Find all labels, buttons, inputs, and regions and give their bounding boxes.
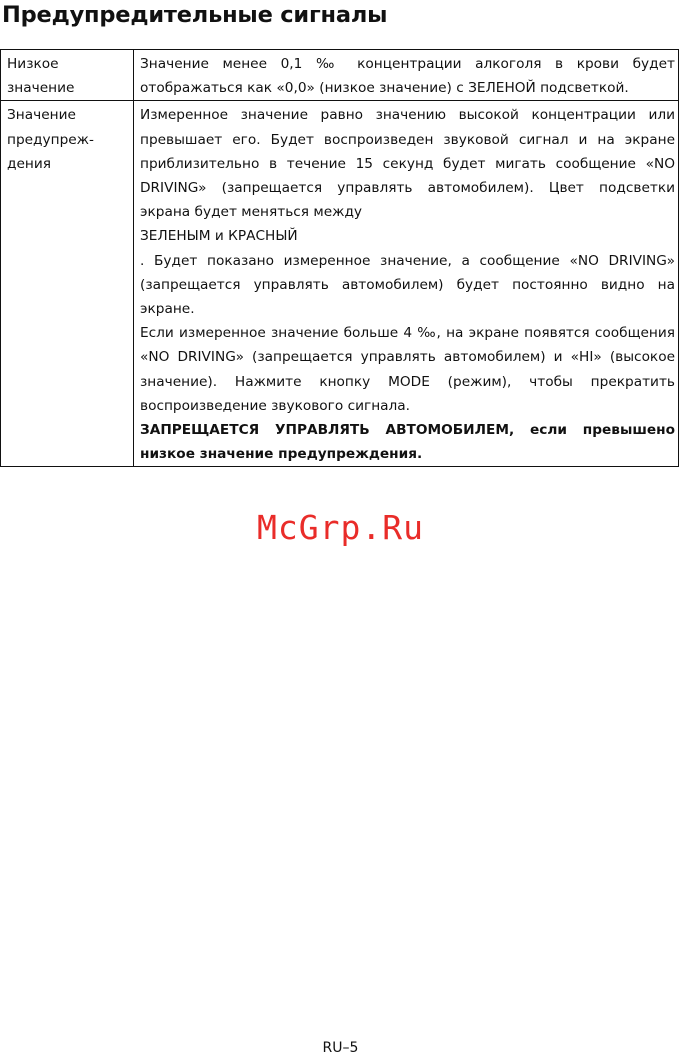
- description-paragraph: Если измеренное значение больше 4 ‰, на экране появятся сообщения «NO DRIVING» (запрещается управлять автомобилем) и «HI» (высокое значение). Нажмите кнопку MODE (режим), чтобы прекратить воспроизведение звукового сигнала.: [140, 325, 675, 414]
- row-label: Низкое значение: [7, 56, 75, 97]
- watermark: McGrp.Ru: [257, 508, 424, 547]
- description-paragraph: Значение менее 0,1 ‰ концентрации алкоголя в крови будет отображаться как «0,0» (низкое значение) с ЗЕЛЕНОЙ подсветкой.: [140, 56, 675, 97]
- row-description: [140, 103, 675, 466]
- table-row: [1, 50, 679, 101]
- description-paragraph: . Будет показано измеренное значение, а сообщение «NO DRIVING» (запрещается управлять автомобилем) будет постоянно видно на экране.: [140, 252, 675, 318]
- row-label: Значение предупреждения: [7, 107, 94, 172]
- table-cell-label: [1, 50, 134, 101]
- table-cell-description: [134, 101, 679, 467]
- table-cell-label: [1, 101, 134, 467]
- table-row: [1, 101, 679, 467]
- warning-text: ЗАПРЕЩАЕТСЯ УПРАВЛЯТЬ АВТОМОБИЛЕМ, если превышено низкое значение предупреждения.: [140, 422, 675, 463]
- page-number: RU–5: [322, 1040, 359, 1056]
- description-paragraph: ЗЕЛЕНЫМ и КРАСНЫЙ: [140, 228, 298, 245]
- description-paragraph: Измеренное значение равно значению высокой концентрации или превышает его. Будет воспроизведен звуковой сигнал и на экране приблизительно в течение 15 секунд будет мигать сообщение «NO DRIVING» (запрещается управлять автомобилем). Цвет подсветки экрана будет меняться между: [140, 107, 675, 221]
- row-description: [140, 52, 675, 100]
- table-cell-description: [134, 50, 679, 101]
- page-title: Предупредительные сигналы: [2, 2, 388, 28]
- warning-signals-table: [0, 49, 679, 467]
